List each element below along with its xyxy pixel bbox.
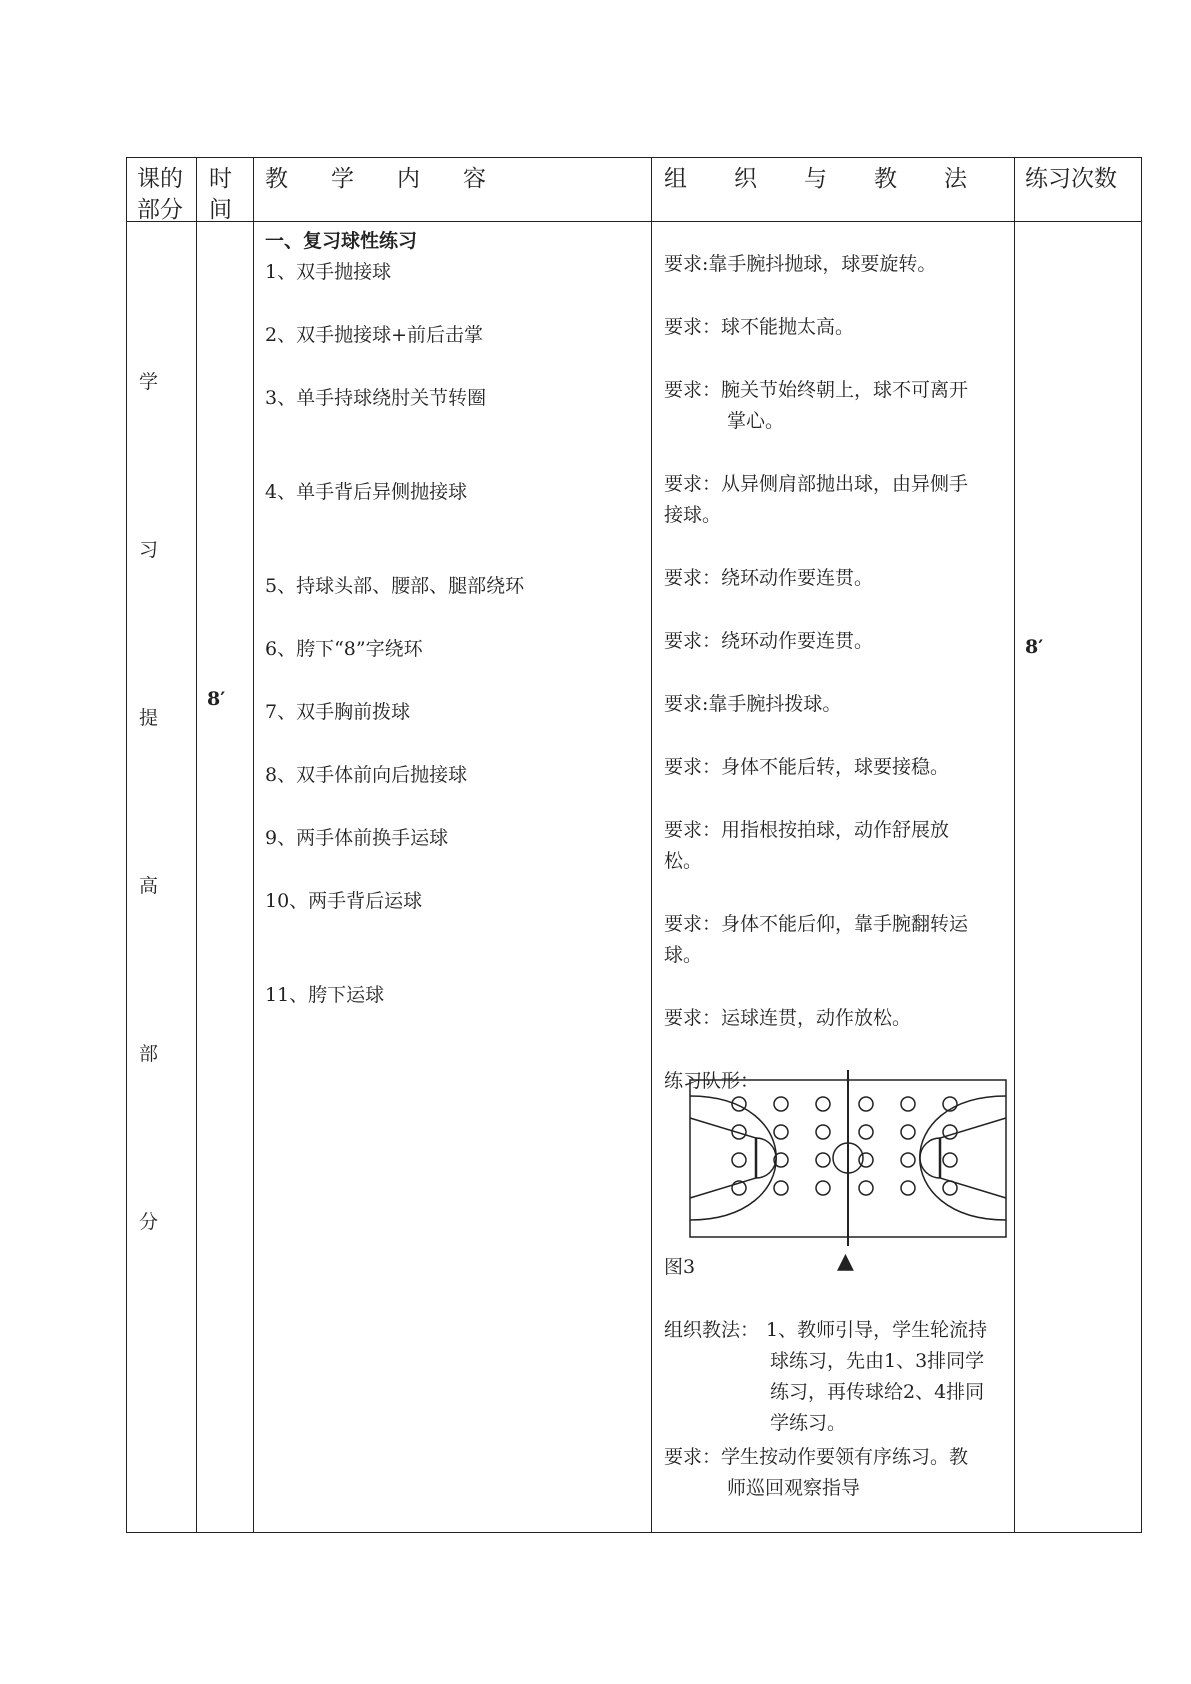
right-three-point-arc: [920, 1096, 1006, 1220]
section-char-3: 提: [139, 707, 159, 729]
organization-line-1: 1、教师引导，学生轮流持: [766, 1319, 988, 1341]
teacher-marker: ▲: [837, 1249, 854, 1274]
formation-label: 练习队形：: [664, 1070, 760, 1092]
organization-line-2: 球练习，先由1、3排同学: [770, 1350, 985, 1372]
organization-label: 组织教法：: [664, 1319, 760, 1341]
section-char-2: 习: [139, 539, 159, 561]
section-char-4: 高: [139, 875, 159, 897]
content-item-8: 8、双手体前向后抛接球: [265, 764, 468, 786]
content-item-7: 7、双手胸前拨球: [265, 701, 411, 723]
column-divider-3: [651, 157, 652, 1533]
header-practice-count: 练习次数: [1025, 166, 1117, 192]
table-border-left: [126, 157, 127, 1533]
content-item-5: 5、持球头部、腰部、腿部绕环: [265, 575, 525, 597]
figure-label: 图3: [664, 1256, 696, 1278]
organization-line-3: 练习，再传球给2、4排同: [770, 1381, 985, 1403]
left-free-throw-arc: [756, 1138, 776, 1178]
section-char-6: 分: [139, 1211, 159, 1233]
column-divider-1: [196, 157, 197, 1533]
content-item-9: 9、两手体前换手运球: [265, 827, 449, 849]
requirement-10-line2: 球。: [664, 944, 703, 966]
organization-line-4: 学练习。: [770, 1412, 847, 1434]
requirement-8: 要求：身体不能后转，球要接稳。: [664, 756, 950, 778]
time-value: 8′: [207, 688, 226, 710]
header-organization-method: 组 织 与 教 法: [664, 166, 979, 192]
practice-count-value: 8′: [1025, 636, 1044, 658]
final-requirement-line2: 师巡回观察指导: [727, 1477, 861, 1499]
content-item-4: 4、单手背后异侧抛接球: [265, 481, 468, 503]
header-lesson-part-line1: 课的: [137, 166, 183, 192]
content-heading: 一、复习球性练习: [265, 230, 418, 252]
table-header-divider: [126, 221, 1142, 222]
header-time-line2: 间: [209, 197, 232, 223]
content-item-11: 11、胯下运球: [265, 984, 385, 1006]
requirement-2: 要求：球不能抛太高。: [664, 316, 855, 338]
header-lesson-part-line2: 部分: [137, 197, 183, 223]
column-divider-4: [1014, 157, 1015, 1533]
requirement-4-line1: 要求：从异侧肩部抛出球，由异侧手: [664, 473, 969, 495]
requirement-1: 要求:靠手腕抖抛球，球要旋转。: [664, 253, 937, 275]
table-border-right: [1141, 157, 1142, 1533]
requirement-3-line2: 掌心。: [727, 410, 785, 432]
requirement-9-line1: 要求：用指根按拍球，动作舒展放: [664, 819, 950, 841]
section-char-5: 部: [139, 1043, 159, 1065]
requirement-5: 要求：绕环动作要连贯。: [664, 567, 874, 589]
content-item-1: 1、双手抛接球: [265, 261, 392, 283]
content-item-3: 3、单手持球绕肘关节转圈: [265, 387, 487, 409]
content-item-2: 2、双手抛接球+前后击掌: [265, 324, 484, 346]
table-border-bottom: [126, 1532, 1142, 1533]
requirement-10-line1: 要求：身体不能后仰，靠手腕翻转运: [664, 913, 969, 935]
content-item-6: 6、胯下“8”字绕环: [265, 638, 423, 660]
content-item-10: 10、两手背后运球: [265, 890, 423, 912]
header-teaching-content: 教 学 内 容: [265, 166, 496, 192]
requirement-9-line2: 松。: [664, 850, 703, 872]
requirement-11: 要求：运球连贯，动作放松。: [664, 1007, 912, 1029]
right-lane: [940, 1118, 1006, 1198]
column-divider-2: [253, 157, 254, 1533]
requirement-7: 要求:靠手腕抖拨球。: [664, 693, 842, 715]
requirement-3-line1: 要求：腕关节始终朝上，球不可离开: [664, 379, 969, 401]
table-border-top: [126, 157, 1142, 158]
left-three-point-arc: [690, 1096, 776, 1220]
basketball-court-diagram: [675, 1070, 1015, 1246]
requirement-6: 要求：绕环动作要连贯。: [664, 630, 874, 652]
requirement-4-line2: 接球。: [664, 504, 722, 526]
section-char-1: 学: [139, 371, 159, 393]
header-time-line1: 时: [209, 166, 232, 192]
final-requirement-line1: 要求：学生按动作要领有序练习。教: [664, 1446, 969, 1468]
right-free-throw-arc: [920, 1138, 940, 1178]
